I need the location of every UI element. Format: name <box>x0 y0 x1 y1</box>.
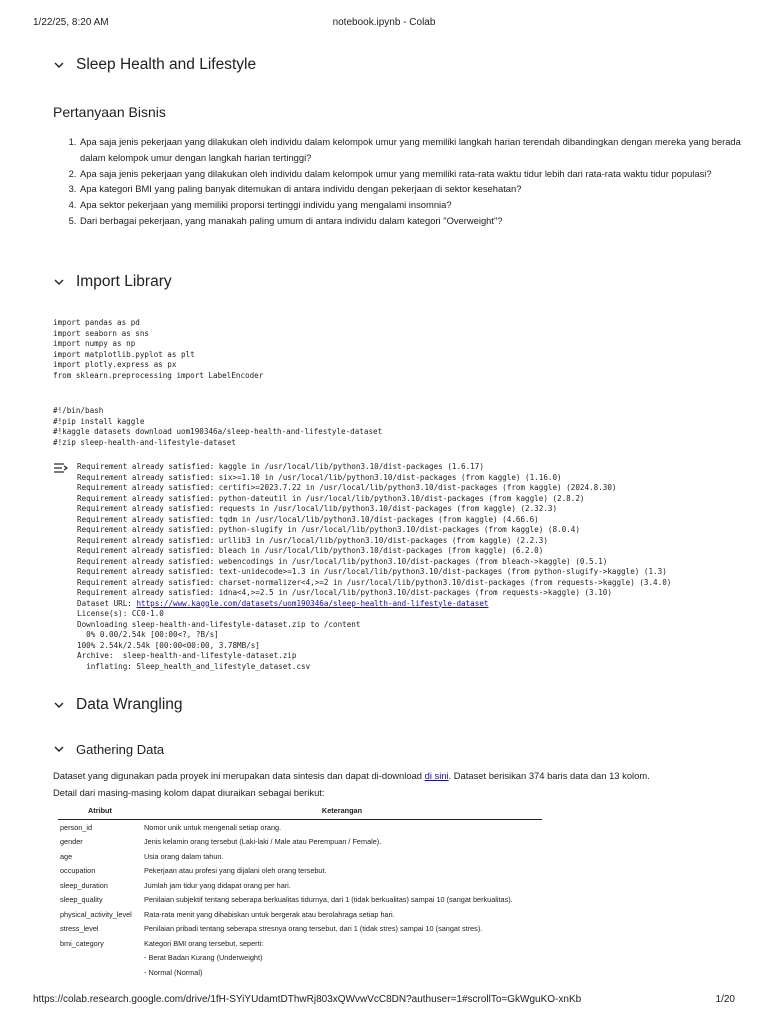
table-cell-attribute: bmi_category <box>60 938 104 948</box>
table-cell-attribute <box>58 951 142 966</box>
table-cell-attribute: age <box>60 851 73 861</box>
print-url: https://colab.research.google.com/drive/1fH-SYiYUdamtDThwRj803xQWvwVcC8DN?authuser=1#scrollTo=GkWguKO-xnKb <box>33 994 582 1005</box>
table-cell-attribute: physical_activity_level <box>60 909 132 919</box>
gathering-data-title: Gathering Data <box>76 741 165 757</box>
cell-output <box>77 462 671 672</box>
section-header-main[interactable] <box>48 54 256 76</box>
table-row <box>58 951 542 966</box>
table-header-row <box>58 805 542 820</box>
print-title: notebook.ipynb - Colab <box>332 17 436 28</box>
chevron-down-icon[interactable] <box>48 271 70 293</box>
table-cell-description: Jenis kelamin orang tersebut (Laki-laki / Male atau Perempuan / Female). <box>144 837 382 847</box>
main-title: Sleep Health and Lifestyle <box>76 56 257 73</box>
table-row <box>58 922 542 937</box>
question-5: 5. Dari berbagai pekerjaan, yang manakah paling umum di antara individu dalam kategori "Overweight"? <box>79 213 751 229</box>
table-cell-description: Usia orang dalam tahun. <box>144 851 224 861</box>
output-text-after-link: License(s): CC0-1.0 Downloading sleep-health-and-lifestyle-dataset.zip to /content 0% 0.00/2.54k [00:00<?, ?B/s] 100% 2.54k/2.54k [00:00<00:00, 3.78MB/s] Archive: sleep-health-and-lifestyle-dataset.zip inflating: Sleep_health_and_lifestyle_dataset.csv <box>77 609 361 671</box>
table-cell-attribute: gender <box>60 837 83 847</box>
section-header-gathering-data[interactable] <box>48 738 164 760</box>
table-cell-attribute: sleep_quality <box>60 895 103 905</box>
table-row <box>58 965 542 980</box>
dataset-link[interactable]: di sini <box>424 770 449 781</box>
question-4: 4. Apa sektor pekerjaan yang memiliki proporsi tertinggi individu yang mengalami insomnia? <box>79 197 751 213</box>
code-cell-bash[interactable]: #!/bin/bash #!pip install kaggle #!kaggle datasets download uom190346a/sleep-health-and-lifestyle-dataset #!zip sleep-health-and-lifestyle-dataset <box>53 406 383 447</box>
gathering-description <box>53 768 743 801</box>
table-cell-description: Pekerjaan atau profesi yang dijalani oleh orang tersebut. <box>144 866 327 876</box>
question-1: 1. Apa saja jenis pekerjaan yang dilakukan oleh individu dalam kelompok umur yang memiliki langkah harian terendah dibandingkan dengan mereka yang berada dalam kelompok umur dengan langkah harian tertinggi? <box>79 134 751 166</box>
gathering-text-2: . Dataset berisikan 374 baris data dan 13 kolom. <box>448 770 650 781</box>
table-cell-attribute: person_id <box>60 822 93 832</box>
business-questions-title: Pertanyaan Bisnis <box>53 104 166 120</box>
table-cell-attribute: occupation <box>60 866 96 876</box>
table-row <box>58 893 542 908</box>
page-number: 1/20 <box>715 994 735 1005</box>
table-header-attribute: Atribut <box>58 805 142 820</box>
print-header <box>0 17 768 31</box>
table-cell-description: - Berat Badan Kurang (Underweight) <box>144 953 263 963</box>
print-datetime: 1/22/25, 8:20 AM <box>33 17 109 28</box>
table-cell-description: Rata-rata menit yang dihabiskan untuk bergerak atau berolahraga setiap hari. <box>144 909 395 919</box>
table-cell-description: - Normal (Normal) <box>144 967 203 977</box>
table-row <box>58 878 542 893</box>
gathering-text-3: Detail dari masing-masing kolom dapat diuraikan sebagai berikut: <box>53 786 325 798</box>
table-cell-description: Nomor unik untuk mengenali setiap orang. <box>144 822 282 832</box>
table-cell-description: Kategori BMI orang tersebut, seperti: <box>144 938 264 948</box>
gathering-text-1: Dataset yang digunakan pada proyek ini merupakan data sintesis dan dapat di-download <box>53 770 425 781</box>
code-cell-imports[interactable]: import pandas as pd import seaborn as sns import numpy as np import matplotlib.pyplot as plt import plotly.express as px from sklearn.preprocessing import LabelEncoder <box>53 318 264 380</box>
chevron-down-icon[interactable] <box>48 738 70 760</box>
print-footer <box>0 994 768 1008</box>
table-header-description: Keterangan <box>142 805 542 820</box>
table-cell-attribute <box>58 965 142 980</box>
import-library-title: Import Library <box>76 273 172 290</box>
table-cell-description: Penilaian pribadi tentang seberapa stresnya orang tersebut, dari 1 (tidak stres) sampai 10 (sangat stres). <box>144 924 483 934</box>
table-row <box>58 849 542 864</box>
questions-list <box>52 134 751 229</box>
section-header-data-wrangling[interactable] <box>48 694 183 716</box>
output-expand-icon[interactable] <box>52 461 70 475</box>
table-cell-description: Penilaian subjektif tentang seberapa berkualitas tidurnya, dari 1 (tidak berkualitas) sampai 10 (sangat berkualitas). <box>144 895 513 905</box>
dataset-url-link[interactable]: https://www.kaggle.com/datasets/uom190346a/sleep-health-and-lifestyle-dataset <box>136 598 489 608</box>
table-row <box>58 835 542 850</box>
table-row <box>58 936 542 951</box>
question-3: 3. Apa kategori BMI yang paling banyak ditemukan di antara individu dengan pekerjaan di sektor kesehatan? <box>79 181 751 197</box>
table-cell-description: Jumlah jam tidur yang didapat orang per hari. <box>144 880 291 890</box>
chevron-down-icon[interactable] <box>48 694 70 716</box>
output-text-before-link: Requirement already satisfied: kaggle in /usr/local/lib/python3.10/dist-packages (1.6.17) Requirement already satisfied: six>=1.10 in /usr/local/lib/python3.10/dist-packages (from kaggle) (1.16.0) Requirement already satisfied: certifi>=2023.7.22 in /usr/local/lib/python3.10/dist-packages (from kaggle) (2024.8.30) Requirement already satisfied: python-dateutil in /usr/local/lib/python3.10/dist-packages (from kaggle) (2.8.2) Requirement already satisfied: requests in /usr/local/lib/python3.10/dist-packages (from kaggle) (2.32.3) Requirement already satisfied: tqdm in /usr/local/lib/python3.10/dist-packages (from kaggle) (4.66.6) Requirement already satisfied: python-slugify in /usr/local/lib/python3.10/dist-packages (from kaggle) (8.0.4) Requirement already satisfied: urllib3 in /usr/local/lib/python3.10/dist-packages (from kaggle) (2.2.3) Requirement already satisfied: bleach in /usr/local/lib/python3.10/dist-packages (from kaggle) (6.2.0) Requirement already satisfied: webencodings in /usr/local/lib/python3.10/dist-packages (from bleach->kaggle) (0.5.1) Requirement already satisfied: text-unidecode>=1.3 in /usr/local/lib/python3.10/dist-packages (from python-slugify->kaggle) (1.3) Requirement already satisfied: charset-normalizer<4,>=2 in /usr/local/lib/python3.10/dist-packages (from requests->kaggle) (3.4.0) Requirement already satisfied: idna<4,>=2.5 in /usr/local/lib/python3.10/dist-packages (from requests->kaggle) (3.10) Dataset URL: <box>77 462 672 608</box>
question-2: 2. Apa saja jenis pekerjaan yang dilakukan oleh individu dalam kelompok umur yang memiliki rata-rata waktu tidur lebih dari rata-rata waktu tidur populasi? <box>79 166 751 182</box>
chevron-down-icon[interactable] <box>48 54 70 76</box>
table-cell-attribute: stress_level <box>60 924 99 934</box>
table-cell-attribute: sleep_duration <box>60 880 108 890</box>
table-row <box>58 907 542 922</box>
table-row <box>58 864 542 879</box>
table-row <box>58 820 542 835</box>
attributes-table <box>58 805 542 980</box>
data-wrangling-title: Data Wrangling <box>76 696 183 713</box>
section-header-import-library[interactable] <box>48 271 172 293</box>
